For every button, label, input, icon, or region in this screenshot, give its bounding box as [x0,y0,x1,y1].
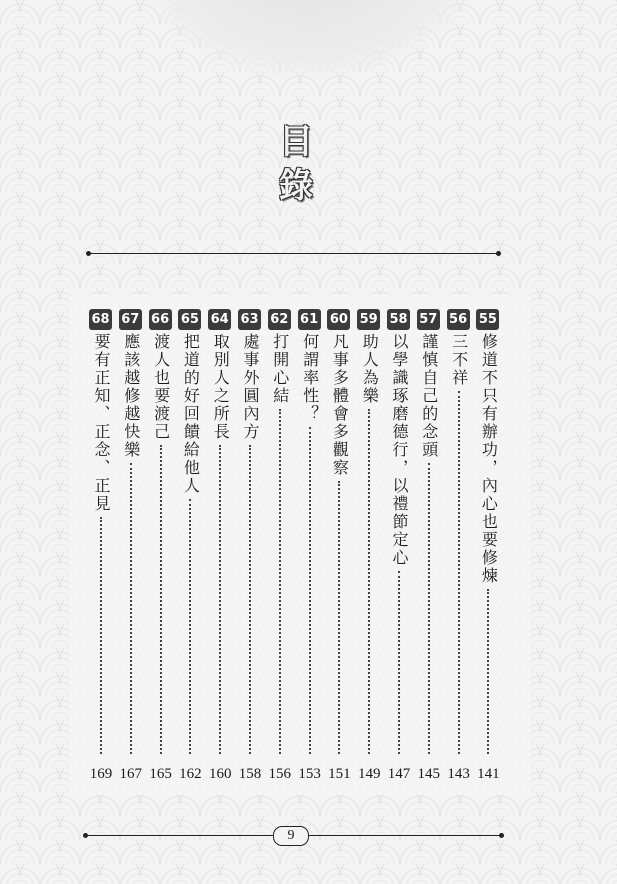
dot-leader [189,499,191,754]
chapter-title: 謹慎自己的念頭 [419,333,439,459]
chapter-page-number: 165 [149,766,172,782]
divider-dot [86,251,91,256]
toc-entry[interactable] [386,309,412,784]
chapter-number-badge: 65 [178,309,201,330]
toc-entry[interactable] [446,309,472,784]
chapter-page-number: 160 [208,766,232,782]
table-of-contents [88,309,508,784]
toc-entry[interactable] [356,309,382,784]
toc-entry[interactable] [326,309,352,784]
dot-leader [368,409,370,754]
chapter-page-number: 162 [179,766,202,782]
divider-dot [83,833,88,838]
chapter-title: 處事外圓內方 [241,333,260,441]
footer-divider-left [85,835,273,836]
chapter-page-number: 149 [357,766,381,782]
chapter-number-badge: 57 [417,309,440,330]
chapter-page-number: 141 [477,766,500,782]
chapter-number-badge: 66 [149,309,172,330]
toc-entry[interactable] [237,309,263,784]
top-divider [88,253,498,254]
dot-leader [130,463,132,754]
toc-entry[interactable] [475,309,501,784]
chapter-title: 三不祥 [449,333,469,387]
chapter-number-badge: 63 [238,309,261,330]
chapter-number-badge: 61 [298,309,321,330]
chapter-page-number: 147 [387,766,411,782]
toc-entry[interactable] [416,309,442,784]
dot-leader [249,445,251,754]
chapter-title: 助人為樂 [360,333,380,405]
chapter-title: 取別人之所長 [211,333,231,441]
toc-entry[interactable] [148,309,174,784]
dot-leader [100,517,102,754]
chapter-number-badge: 56 [447,309,470,330]
chapter-number-badge: 68 [89,309,112,330]
chapter-title: 凡事多體會多觀察 [330,333,350,477]
toc-entry[interactable] [207,309,233,784]
chapter-page-number: 156 [268,766,292,782]
chapter-number-badge: 60 [327,309,350,330]
chapter-title: 要有正知、正念、正見 [92,333,111,513]
footer-divider-right [307,835,501,836]
title-char: 目 [279,122,313,162]
divider-dot [499,833,504,838]
dot-leader [309,427,311,754]
chapter-page-number: 145 [417,766,441,782]
toc-entry[interactable] [297,309,323,784]
chapter-number-badge: 64 [208,309,231,330]
chapter-page-number: 153 [298,766,321,782]
page-title [272,120,320,208]
dot-leader [219,445,221,754]
chapter-number-badge: 67 [119,309,142,330]
chapter-title: 打開心結 [270,333,290,405]
dot-leader [338,481,340,754]
title-char: 錄 [279,166,313,206]
dot-leader [160,445,162,754]
toc-entry[interactable] [267,309,293,784]
dot-leader [398,571,400,754]
chapter-number-badge: 62 [268,309,291,330]
divider-dot [496,251,501,256]
chapter-title: 以學識琢磨德行，以禮節定心 [390,333,409,567]
chapter-page-number: 167 [119,766,143,782]
chapter-number-badge: 59 [357,309,380,330]
chapter-title: 應該越修越快樂 [121,333,141,459]
dot-leader [428,463,430,754]
chapter-number-badge: 55 [476,309,499,330]
chapter-page-number: 151 [328,766,351,782]
chapter-title: 何謂率性？ [300,333,320,423]
chapter-page-number: 158 [238,766,262,782]
dot-leader [487,589,489,754]
chapter-page-number: 143 [447,766,470,782]
dot-leader [279,409,281,754]
chapter-number-badge: 58 [387,309,410,330]
chapter-page-number: 169 [89,766,113,782]
folio-page-number: 9 [273,826,309,846]
toc-entry[interactable] [88,309,114,784]
toc-entry[interactable] [177,309,203,784]
chapter-title: 把道的好回饋給他人 [181,333,201,495]
chapter-title: 渡人也要渡己 [151,333,171,441]
dot-leader [458,391,460,754]
toc-entry[interactable] [118,309,144,784]
chapter-title: 修道不只有辦功，內心也要修煉 [479,333,499,585]
